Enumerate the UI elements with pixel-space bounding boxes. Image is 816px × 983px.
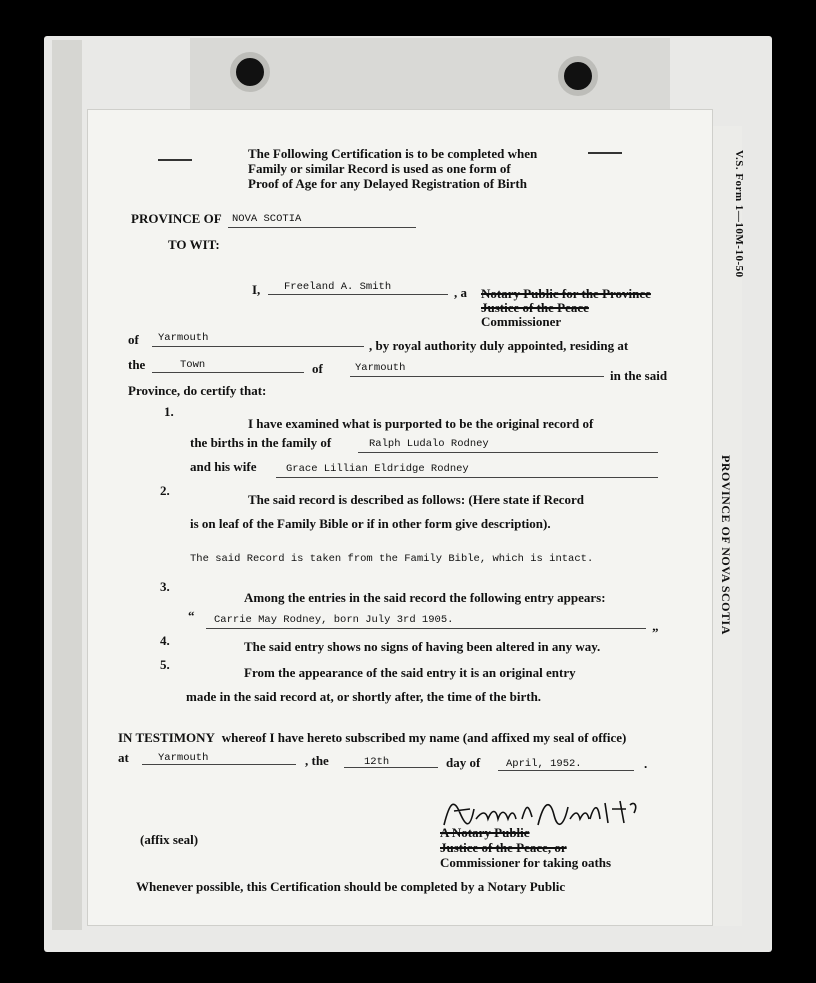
at-label: at — [118, 750, 129, 765]
mother-name: Grace Lillian Eldridge Rodney — [286, 463, 469, 475]
close-quote: ” — [652, 625, 659, 640]
item-2-line-1: The said record is described as follows: (Here state if Record — [248, 492, 585, 507]
entry-underline — [206, 628, 646, 629]
item-5-line-1: From the appearance of the said entry it is an original entry — [244, 665, 576, 680]
testimony-text: whereof I have hereto subscribed my name (and affixed my seal of office) — [221, 730, 627, 745]
of-underline — [152, 346, 364, 347]
day-underline — [344, 767, 438, 768]
the-value: Town — [180, 359, 206, 371]
record-description: The said Record is taken from the Family Bible, which is intact. — [190, 553, 594, 565]
the-day-label: , the — [305, 753, 329, 768]
i-label: I, — [252, 282, 261, 297]
header-line-3: Proof of Age for any Delayed Registration of Birth — [248, 176, 527, 191]
testimony-place: Yarmouth — [158, 752, 209, 764]
footer-note: Whenever possible, this Certification should be completed by a Notary Public — [136, 879, 566, 894]
testimony-day: 12th — [364, 756, 390, 768]
province-underline — [228, 227, 416, 228]
testimony-month-year: April, 1952. — [506, 758, 582, 770]
testimony-bold: IN TESTIMONY — [118, 730, 215, 745]
of-value: Yarmouth — [158, 332, 209, 344]
item-2-number: 2. — [160, 483, 170, 498]
province-label: PROVINCE OF — [131, 211, 222, 226]
mother-underline — [276, 477, 658, 478]
dash-right — [588, 152, 622, 154]
a-label: , a — [454, 285, 467, 300]
day-of-label: day of — [446, 755, 481, 770]
signer-title-justice: Justice of the Peace, or — [440, 840, 567, 855]
header-line-1: The Following Certification is to be completed when — [248, 146, 538, 161]
item-1-number: 1. — [164, 404, 174, 419]
testimony-period: . — [644, 756, 648, 771]
of2-value: Yarmouth — [355, 362, 406, 374]
item-1-line-3: and his wife — [190, 459, 257, 474]
item-5-number: 5. — [160, 657, 170, 672]
certify-text: Province, do certify that: — [128, 383, 267, 398]
testimony-lead — [118, 731, 626, 745]
signer-title-notary: A Notary Public — [440, 825, 530, 840]
father-name: Ralph Ludalo Rodney — [369, 438, 489, 450]
item-3-text: Among the entries in the said record the following entry appears: — [244, 590, 606, 605]
of2-underline — [350, 376, 604, 377]
of2-label: of — [312, 361, 323, 376]
in-said: in the said — [610, 368, 668, 383]
province-value: NOVA SCOTIA — [232, 213, 302, 225]
month-underline — [498, 770, 634, 771]
header-line-2: Family or similar Record is used as one form of — [248, 161, 511, 176]
item-2-line-2: is on leaf of the Family Bible or if in other form give description). — [190, 516, 551, 531]
declarant-name: Freeland A. Smith — [284, 281, 392, 293]
place-underline — [142, 764, 296, 765]
item-4-number: 4. — [160, 633, 170, 648]
punch-hole-left — [230, 52, 270, 92]
vertical-province: PROVINCE OF NOVA SCOTIA — [719, 455, 733, 635]
title-notary: Notary Public for the Province — [481, 286, 651, 301]
backing-edge — [52, 40, 82, 930]
to-wit: TO WIT: — [168, 237, 220, 252]
item-5-line-2: made in the said record at, or shortly after, the time of the birth. — [186, 689, 542, 704]
form-header — [248, 146, 537, 191]
father-underline — [358, 452, 658, 453]
title-justice: Justice of the Peace — [481, 300, 589, 315]
item-1-line-1: I have examined what is purported to be the original record of — [248, 416, 594, 431]
affix-seal: (affix seal) — [140, 832, 199, 847]
royal-text: , by royal authority duly appointed, residing at — [369, 338, 629, 353]
form-number: V.S. Form 1—10M-10-50 — [733, 150, 745, 278]
dash-left — [158, 159, 192, 161]
the-label: the — [128, 357, 146, 372]
open-quote: “ — [188, 608, 195, 623]
item-3-number: 3. — [160, 579, 170, 594]
the-underline — [152, 372, 304, 373]
punch-hole-right — [558, 56, 598, 96]
item-4-text: The said entry shows no signs of having been altered in any way. — [244, 639, 601, 654]
entry-text: Carrie May Rodney, born July 3rd 1905. — [214, 614, 454, 626]
item-1-line-2: the births in the family of — [190, 435, 332, 450]
title-commissioner: Commissioner — [481, 314, 562, 329]
signer-title-commissioner: Commissioner for taking oaths — [440, 855, 612, 870]
of-label: of — [128, 332, 139, 347]
declarant-underline — [268, 294, 448, 295]
